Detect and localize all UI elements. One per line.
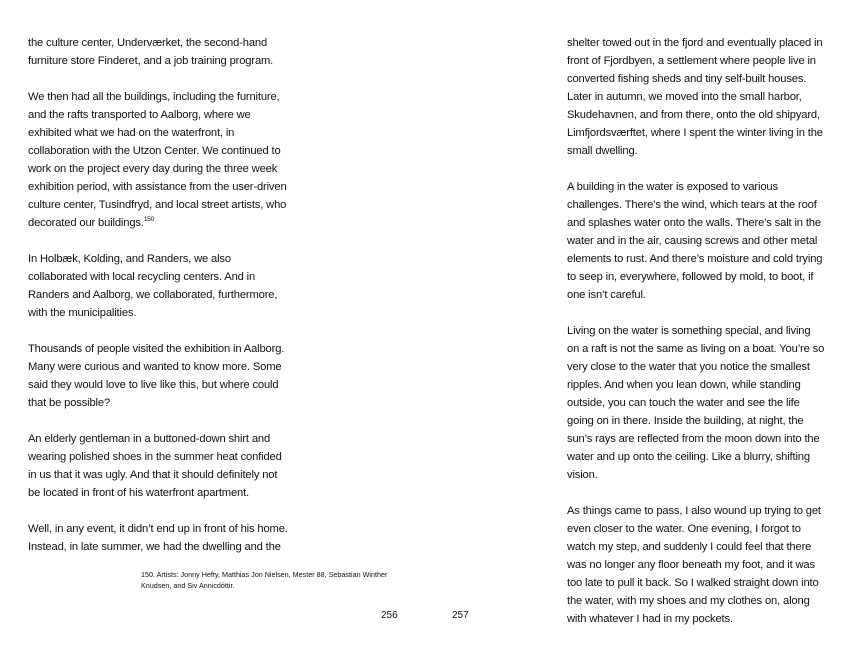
paragraph: An elderly gentleman in a buttoned-down shirt and wearing polished shoes in the summer heat confided in us that it was ugly. And that it should definitely not be located in front of his waterfront apartment. xyxy=(28,433,282,499)
paragraph: Living on the water is something special, and living on a raft is not the same as living on a boat. You’re so very close to the water that you notice the smallest ripples. And when you lean down, while standing outside, you can touch the water and see the life going on in there. Inside the building, at night, the sun’s rays are reflected from the moon down into the water and up onto the ceiling. Like a blurry, shifting vision. xyxy=(567,325,825,481)
paragraph: As things came to pass, I also wound up trying to get even closer to the water. One evening, I forgot to watch my step, and suddenly I could feel that there was no longer any floor beneath my foot, and it was too late to pull it back. So I walked straight down into the water, with my shoes and my clothes on, along with whatever I had in my pockets. xyxy=(567,505,821,625)
paragraph xyxy=(28,88,290,232)
paragraph: shelter towed out in the fjord and eventually placed in front of Fjordbyen, a settlement where people live in converted fishing sheds and tiny self-built houses. Later in autumn, we moved into the small harbor, Skudehavnen, and from there, onto the old shipyard, Limfjordsværftet, where I spent the winter living in the small dwelling. xyxy=(567,37,823,157)
page-number-left: 256 xyxy=(381,610,398,621)
paragraph: Thousands of people visited the exhibition in Aalborg. Many were curious and wanted to know more. Some said they would love to live like this, but where could that be possible? xyxy=(28,343,285,409)
paragraph: In Holbæk, Kolding, and Randers, we also collaborated with local recycling centers. And in Randers and Aalborg, we collaborated, furthermore, with the municipalities. xyxy=(28,253,278,319)
paragraph: the culture center, Underværket, the second-hand furniture store Finderet, and a job training program. xyxy=(28,37,274,67)
page-number-right: 257 xyxy=(452,610,469,621)
paragraph: A building in the water is exposed to various challenges. There’s the wind, which tears at the roof and splashes water onto the walls. There’s salt in the water and in the air, causing screws and other metal elements to rust. And there’s moisture and cold trying to seep in, everywhere, followed by mold, to boot, if one isn’t careful. xyxy=(567,181,823,301)
footnote: 150. Artists: Jonny Hefty, Matthias Jon Nielsen, Mester 88, Sebastian Winther Knudsen, and Siv Annicdóttir. xyxy=(141,570,388,590)
footnote-reference: 150 xyxy=(143,216,155,223)
paragraph-text: We then had all the buildings, including the furniture, and the rafts transported to Aalborg, where we exhibited what we had on the waterfront, in collaboration with the Utzon Center. We continued to work on the project every day during the three week exhibition period, with assistance from the user-driven culture center, Tusindfryd, and local street artists, who decorated our buildings. xyxy=(28,91,287,229)
right-page-text xyxy=(567,34,825,646)
paragraph: Well, in any event, it didn’t end up in front of his home. Instead, in late summer, we had the dwelling and the xyxy=(28,523,288,553)
left-page-text xyxy=(28,34,290,574)
